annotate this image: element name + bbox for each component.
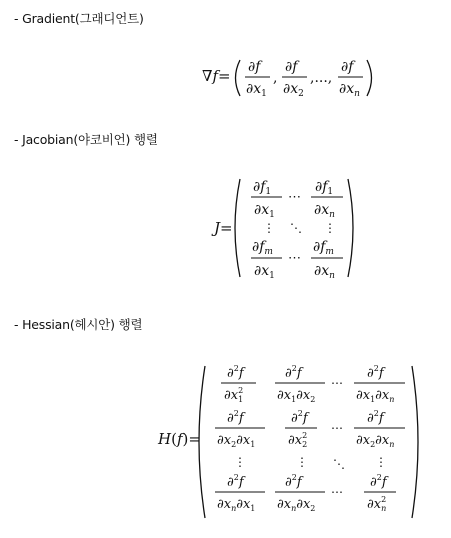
svg-text:∂x21: $\partial x^2$ 1: [224, 386, 244, 404]
hessian-entry-1-2: [275, 364, 325, 404]
gradient-separator: ,: [273, 70, 278, 86]
svg-text:∂x1∂x2: $\partial x_1\partial x_2$: [277, 388, 316, 404]
svg-text:∂fm: $\partial f_m$: [252, 239, 273, 257]
svg-text:∂x1: $\partial x_1$: [246, 81, 267, 99]
svg-text:∂2f: ∂$^2$f: [367, 409, 384, 426]
gradient-fraction-1: [245, 59, 270, 99]
svg-text:∂xn∂x1: $\partial x_n\partial x_1$: [217, 497, 256, 513]
jacobian-hdots: ⋯: [288, 190, 301, 205]
svg-text:∂fm: $\partial f_m$: [313, 239, 334, 257]
svg-text:∂xn: $\partial x_n$: [339, 81, 360, 99]
svg-text:∂x2: $\partial x_2$: [283, 81, 304, 99]
svg-text:∂xn∂x2: $\partial x_n\partial x_2$: [277, 497, 316, 513]
gradient-right-paren: [367, 60, 372, 96]
jacobian-entry-m-n: [311, 239, 343, 281]
jacobian-entry-m-1: [251, 239, 282, 281]
gradient-heading: - Gradient(그래디언트): [14, 11, 144, 26]
svg-text:∂f1: $\partial f_1$: [315, 179, 334, 197]
svg-text:∂2f: ∂$^2$f: [370, 473, 387, 490]
hessian-vdots-1: ⋮: [234, 455, 246, 469]
hessian-heading: - Hessian(헤시안) 행렬: [14, 317, 143, 332]
hessian-entry-2-n: [354, 409, 405, 449]
hessian-entry-1-1: [221, 364, 256, 404]
hessian-hdots-n: ⋯: [331, 485, 343, 499]
hessian-hdots-1: ⋯: [331, 376, 343, 390]
jacobian-vdots-n: ⋮: [324, 221, 336, 235]
hessian-hdots-2: ⋯: [331, 421, 343, 435]
svg-text:∂2f: ∂$^2$f: [291, 409, 308, 426]
svg-text:∂f: ∂f: [248, 59, 261, 75]
svg-text:∂f: ∂f: [285, 59, 298, 75]
hessian-lhs: H(f)=: [158, 430, 201, 448]
gradient-fraction-2: [282, 59, 307, 99]
svg-text:∂f: ∂f: [341, 59, 354, 75]
jacobian-entry-1-n: [311, 179, 343, 220]
jacobian-right-paren: [348, 179, 353, 277]
svg-text:∂x1: $\partial x_1$: [254, 202, 275, 220]
svg-text:∂2f: ∂$^2$f: [227, 473, 244, 490]
svg-text:∂2f: ∂$^2$f: [227, 409, 244, 426]
svg-text:∂xn: $\partial x_n$: [314, 263, 335, 281]
hessian-entry-n-1: [215, 473, 265, 513]
svg-text:∂2f: ∂$^2$f: [227, 364, 244, 381]
svg-text:∂x1∂xn: $\partial x_1\partial x_n$: [356, 388, 395, 404]
svg-text:∂2f: ∂$^2$f: [367, 364, 384, 381]
svg-text:∂x1: $\partial x_1$: [254, 263, 275, 281]
jacobian-heading: - Jacobian(야코비언) 행렬: [14, 132, 158, 147]
jacobian-vdots-1: ⋮: [263, 221, 275, 235]
svg-text:∂x22: $\partial x^2$ 2: [288, 431, 308, 449]
jacobian-left-paren: [235, 179, 240, 277]
svg-text:∂2f: ∂$^2$f: [285, 364, 302, 381]
svg-text:∂x2∂xn: $\partial x_2\partial x_n$: [356, 433, 395, 449]
hessian-entry-1-n: [354, 364, 405, 404]
jacobian-lhs: J=: [214, 219, 233, 237]
gradient-fraction-n: [338, 59, 363, 99]
hessian-right-paren: [412, 366, 418, 518]
hessian-entry-2-1: [215, 409, 265, 449]
svg-text:∂x2∂x1: $\partial x_2\partial x_1$: [217, 433, 256, 449]
svg-text:∂2f: ∂$^2$f: [285, 473, 302, 490]
gradient-lhs: ∇f=: [202, 67, 231, 85]
hessian-equation: [155, 362, 420, 526]
gradient-equation: [196, 52, 386, 108]
hessian-entry-n-n: [364, 473, 396, 513]
hessian-vdots-n: ⋮: [375, 455, 387, 469]
hessian-vdots-2: ⋮: [296, 455, 308, 469]
svg-text:∂x2n: $\partial x^2$ n: [367, 495, 387, 513]
gradient-ellipsis: ,...,: [310, 70, 333, 86]
gradient-left-paren: [236, 60, 241, 96]
hessian-entry-2-2: [285, 409, 317, 449]
jacobian-hdots-m: ⋯: [288, 251, 301, 266]
jacobian-equation: [210, 173, 365, 287]
svg-text:∂f1: $\partial f_1$: [253, 179, 272, 197]
svg-text:∂xn: $\partial x_n$: [314, 202, 335, 220]
hessian-ddots: ⋱: [333, 457, 345, 471]
hessian-entry-n-2: [275, 473, 325, 513]
jacobian-entry-1-1: [251, 179, 282, 220]
jacobian-ddots: ⋱: [290, 221, 302, 235]
